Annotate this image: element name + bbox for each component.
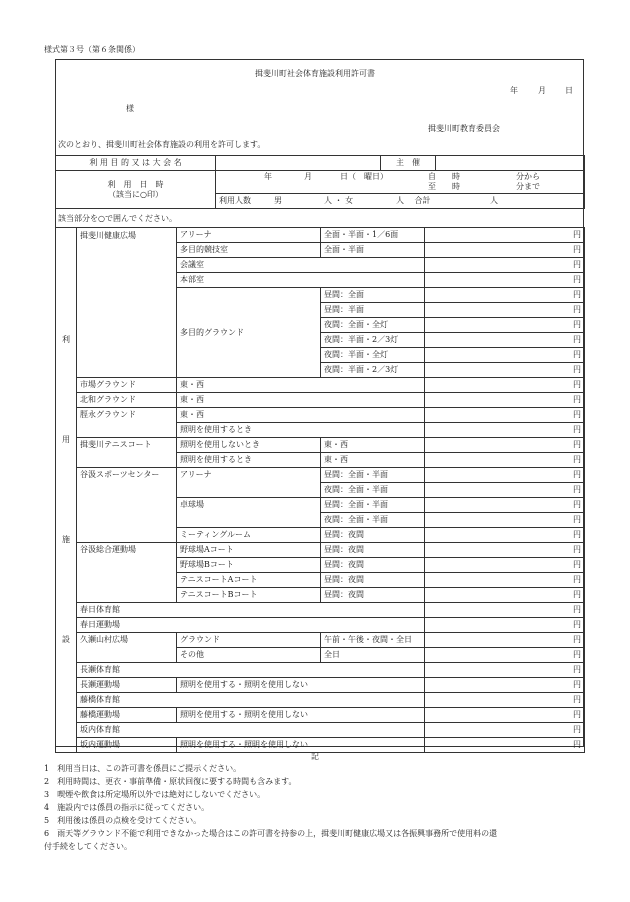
note-item: 6 雨天等グラウンド不能で利用できなかった場合はこの許可書を持参の上，揖斐川町健康広場又は各振興事務所で使用料の還 (44, 829, 498, 838)
date-field[interactable]: 年 月 日（ 曜日） 自 時 分から 至 時 分まで (216, 171, 585, 194)
fee-field[interactable]: 円 (425, 363, 585, 378)
facility-option-detail[interactable]: 東・西 (321, 453, 425, 468)
facility-option[interactable]: 東・西 (177, 393, 425, 408)
facility-kasuga-gym[interactable]: 春日体育館 (77, 603, 425, 618)
fee-field[interactable]: 円 (425, 273, 585, 288)
fee-field[interactable]: 円 (425, 693, 585, 708)
facility-ibigawa-park: 揖斐川健康広場 (77, 228, 177, 378)
facility-option[interactable]: 照明を使用しないとき (177, 438, 321, 453)
facility-option-detail[interactable]: 昼間：全面 (321, 288, 425, 303)
fee-field[interactable]: 円 (425, 453, 585, 468)
fee-field[interactable]: 円 (425, 618, 585, 633)
note-item: 5 利用後は係員の点検を受けてください。 (44, 816, 202, 825)
users-field[interactable]: 利用人数 男 人 ・ 女 人 合計 人 (216, 193, 585, 208)
addressee: 様 (126, 104, 134, 113)
purpose-field[interactable] (216, 156, 381, 171)
facility-option-detail[interactable]: 昼間：夜間 (321, 543, 425, 558)
facility-option[interactable]: 野球場Aコート (177, 543, 321, 558)
fee-field[interactable]: 円 (425, 723, 585, 738)
fee-field[interactable]: 円 (425, 588, 585, 603)
facility-option[interactable]: 照明を使用するとき (177, 423, 425, 438)
circle-instruction: 該当部分を○で囲んでください。 (58, 214, 177, 223)
notes-heading: 記 (311, 752, 319, 761)
note-item: 4 施設内では係員の指示に従ってください。 (44, 803, 210, 812)
facility-option[interactable]: アリーナ (177, 468, 321, 498)
facility-option[interactable]: テニスコートAコート (177, 573, 321, 588)
fee-field[interactable]: 円 (425, 648, 585, 663)
facility-option[interactable]: その他 (177, 648, 321, 663)
facility-nagase-gym[interactable]: 長瀬体育館 (77, 663, 425, 678)
facility-sakauchi-ground: 坂内運動場 (77, 738, 177, 753)
facility-option-detail[interactable]: 夜間：半面・全灯 (321, 348, 425, 363)
fee-field[interactable]: 円 (425, 348, 585, 363)
fee-field[interactable]: 円 (425, 528, 585, 543)
date-year: 年 (510, 86, 518, 95)
facility-ichiba-ground: 市場グラウンド (77, 378, 177, 393)
fee-field[interactable]: 円 (425, 228, 585, 243)
fee-field[interactable]: 円 (425, 408, 585, 423)
note-item: 2 利用時間は、更衣・事前準備・原状回復に要する時間も含みます。 (44, 777, 297, 786)
facility-tennis-court: 揖斐川テニスコート (77, 438, 177, 468)
facility-option[interactable]: 多目的グラウンド (177, 288, 321, 378)
facility-tanigumi-ground: 谷汲総合運動場 (77, 543, 177, 603)
facility-fujihashi-gym[interactable]: 藤橋体育館 (77, 693, 425, 708)
fee-field[interactable]: 円 (425, 378, 585, 393)
facility-option[interactable]: 照明を使用する・照明を使用しない (177, 708, 425, 723)
facility-option-detail[interactable]: 全面・半面 (321, 243, 425, 258)
facility-option[interactable]: 照明を使用する・照明を使用しない (177, 738, 425, 753)
facility-option-detail[interactable]: 全面・半面・1／6面 (321, 228, 425, 243)
facility-option-detail[interactable]: 昼間：全面・半面 (321, 468, 425, 483)
fee-field[interactable]: 円 (425, 603, 585, 618)
facility-option[interactable]: 卓球場 (177, 498, 321, 528)
facility-option-detail[interactable]: 夜間：全面・半面 (321, 483, 425, 498)
facility-option[interactable]: 東・西 (177, 408, 425, 423)
facility-kasuga-ground[interactable]: 春日運動場 (77, 618, 425, 633)
facility-option[interactable]: 野球場Bコート (177, 558, 321, 573)
fee-field[interactable]: 円 (425, 333, 585, 348)
fee-field[interactable]: 円 (425, 678, 585, 693)
document-title: 揖斐川町社会体育施設利用許可書 (255, 69, 375, 78)
fee-field[interactable]: 円 (425, 258, 585, 273)
fee-field[interactable]: 円 (425, 738, 585, 753)
facility-option-detail[interactable]: 昼間：夜間 (321, 573, 425, 588)
facility-option[interactable]: 東・西 (177, 378, 425, 393)
category-column: 利 用 施 設 (56, 228, 77, 753)
facility-fujihashi-ground: 藤橋運動場 (77, 708, 177, 723)
fee-field[interactable]: 円 (425, 513, 585, 528)
facility-option[interactable]: テニスコートBコート (177, 588, 321, 603)
facility-option-detail[interactable]: 昼間：夜間 (321, 588, 425, 603)
note-item: 付手続をしてください。 (44, 842, 132, 851)
facility-option-detail[interactable]: 昼間：夜間 (321, 558, 425, 573)
facility-kitawa-ground: 北和グラウンド (77, 393, 177, 408)
note-item: 1 利用当日は、この許可書を係員にご提示ください。 (44, 764, 242, 773)
facility-option-detail[interactable]: 夜間：半面・2／3灯 (321, 333, 425, 348)
note-item: 3 喫煙や飲食は所定場所以外では絶対にしないでください。 (44, 790, 266, 799)
fee-field[interactable]: 円 (425, 633, 585, 648)
usage-header-table (55, 155, 585, 209)
facility-kusegawa: 久瀬山村広場 (77, 633, 177, 663)
facility-option[interactable]: 照明を使用するとき (177, 453, 321, 468)
fee-field[interactable]: 円 (425, 573, 585, 588)
facility-nagase-ground: 長瀬運動場 (77, 678, 177, 693)
fee-field[interactable]: 円 (425, 318, 585, 333)
fee-field[interactable]: 円 (425, 288, 585, 303)
fee-field[interactable]: 円 (425, 543, 585, 558)
facility-sakauchi-gym[interactable]: 坂内体育館 (77, 723, 425, 738)
facility-option-detail[interactable]: 夜間：半面・2／3灯 (321, 363, 425, 378)
fee-field[interactable]: 円 (425, 393, 585, 408)
facility-inae-ground: 脛永グラウンド (77, 408, 177, 438)
purpose-label: 利 用 目 的 又 は 大 会 名 (56, 156, 216, 171)
facility-option-detail[interactable]: 昼間：夜間 (321, 528, 425, 543)
fee-field[interactable]: 円 (425, 423, 585, 438)
host-field[interactable] (436, 156, 585, 171)
facility-option[interactable]: 本部室 (177, 273, 425, 288)
fee-field[interactable]: 円 (425, 498, 585, 513)
issuer: 揖斐川町教育委員会 (428, 124, 500, 133)
date-note: （該当に○印） (108, 189, 163, 199)
fee-field[interactable]: 円 (425, 663, 585, 678)
fee-field[interactable]: 円 (425, 483, 585, 498)
fee-field[interactable]: 円 (425, 438, 585, 453)
facility-option-detail[interactable]: 昼間：半面 (321, 303, 425, 318)
fee-field[interactable]: 円 (425, 303, 585, 318)
date-month: 月 (538, 86, 546, 95)
facility-option[interactable]: 照明を使用する・照明を使用しない (177, 678, 425, 693)
fee-field[interactable]: 円 (425, 558, 585, 573)
facility-option-detail[interactable]: 全日 (321, 648, 425, 663)
facility-option-detail[interactable]: 東・西 (321, 438, 425, 453)
facility-option[interactable]: 会議室 (177, 258, 425, 273)
fee-field[interactable]: 円 (425, 243, 585, 258)
facility-option-detail[interactable]: 午前・午後・夜間・全日 (321, 633, 425, 648)
host-label: 主 催 (381, 156, 436, 171)
facility-table (55, 227, 585, 753)
intro-text: 次のとおり、揖斐川町社会体育施設の利用を許可します。 (58, 140, 266, 149)
form-label: 様式第３号（第６条関係） (44, 45, 140, 54)
date-day: 日 (565, 86, 573, 95)
facility-option-detail[interactable]: 夜間：全面・全灯 (321, 318, 425, 333)
facility-option-detail[interactable]: 昼間：全面・半面 (321, 498, 425, 513)
facility-option-detail[interactable]: 夜間：全面・半面 (321, 513, 425, 528)
facility-tanigumi-sports-center: 谷汲スポーツセンター (77, 468, 177, 543)
facility-option[interactable]: 多目的競技室 (177, 243, 321, 258)
facility-option[interactable]: グラウンド (177, 633, 321, 648)
date-label: 利 用 日 時 (107, 179, 164, 189)
facility-option[interactable]: アリーナ (177, 228, 321, 243)
fee-field[interactable]: 円 (425, 468, 585, 483)
date-label-cell (56, 171, 216, 209)
facility-option[interactable]: ミーティングルーム (177, 528, 321, 543)
fee-field[interactable]: 円 (425, 708, 585, 723)
